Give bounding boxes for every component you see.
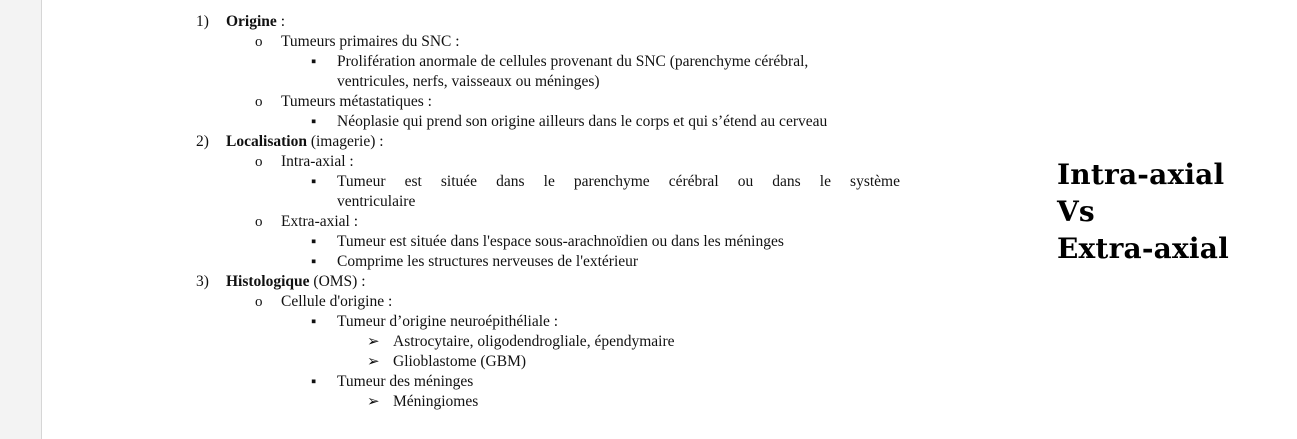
list-item: Astrocytaire, oligodendrogliale, épendymaire bbox=[393, 333, 675, 350]
section-histologique-number: 3) bbox=[196, 273, 209, 290]
side-heading-line1: Intra-axial bbox=[1057, 158, 1225, 191]
section-origine-heading bbox=[226, 12, 285, 32]
list-item: Tumeur est située dans l'espace sous-arachnoïdien ou dans les méninges bbox=[337, 233, 784, 250]
side-heading-line2: Vs bbox=[1057, 195, 1095, 228]
section-origine-number: 1) bbox=[196, 13, 209, 30]
list-item: Cellule d'origine : bbox=[281, 293, 393, 310]
list-item: Méningiomes bbox=[393, 393, 479, 410]
square-bullet-icon: ▪ bbox=[311, 174, 317, 190]
list-item: Néoplasie qui prend son origine ailleurs dans le corps et qui s’étend au cerveau bbox=[337, 113, 828, 130]
list-item: Tumeur est située dans le parenchyme cérébral ou dans le système bbox=[337, 173, 900, 190]
circle-bullet-icon: o bbox=[255, 94, 263, 110]
list-item: Intra-axial : bbox=[281, 153, 354, 170]
section-origine-suffix: : bbox=[276, 13, 285, 30]
list-item-continuation: ventriculaire bbox=[337, 193, 416, 210]
square-bullet-icon: ▪ bbox=[311, 54, 317, 70]
circle-bullet-icon: o bbox=[255, 154, 263, 170]
square-bullet-icon: ▪ bbox=[311, 114, 317, 130]
list-item-continuation: ventricules, nerfs, vaisseaux ou méninges) bbox=[337, 73, 600, 90]
square-bullet-icon: ▪ bbox=[311, 254, 317, 270]
list-item: Tumeurs primaires du SNC : bbox=[281, 33, 460, 50]
square-bullet-icon: ▪ bbox=[311, 314, 317, 330]
section-localisation-title: Localisation bbox=[226, 133, 307, 150]
list-item: Tumeur d’origine neuroépithéliale : bbox=[337, 313, 559, 330]
list-item: Tumeur des méninges bbox=[337, 373, 474, 390]
square-bullet-icon: ▪ bbox=[311, 374, 317, 390]
section-histologique-suffix: (OMS) : bbox=[309, 273, 366, 290]
section-localisation-suffix: (imagerie) : bbox=[306, 133, 384, 150]
list-item: Tumeurs métastatiques : bbox=[281, 93, 432, 110]
section-localisation-heading bbox=[226, 132, 384, 152]
circle-bullet-icon: o bbox=[255, 294, 263, 310]
circle-bullet-icon: o bbox=[255, 214, 263, 230]
arrow-bullet-icon: ➢ bbox=[367, 334, 380, 350]
arrow-bullet-icon: ➢ bbox=[367, 354, 380, 370]
section-histologique-heading bbox=[226, 272, 366, 292]
list-item: Comprime les structures nerveuses de l'extérieur bbox=[337, 253, 639, 270]
arrow-bullet-icon: ➢ bbox=[367, 394, 380, 410]
side-heading-line3: Extra-axial bbox=[1057, 232, 1229, 265]
section-histologique-title: Histologique bbox=[226, 273, 310, 290]
section-origine-title: Origine bbox=[226, 13, 277, 30]
square-bullet-icon: ▪ bbox=[311, 234, 317, 250]
list-item: Extra-axial : bbox=[281, 213, 359, 230]
list-item: Prolifération anormale de cellules provenant du SNC (parenchyme cérébral, bbox=[337, 53, 809, 70]
circle-bullet-icon: o bbox=[255, 34, 263, 50]
list-item: Glioblastome (GBM) bbox=[393, 353, 527, 370]
section-localisation-number: 2) bbox=[196, 133, 209, 150]
side-heading bbox=[1057, 156, 1229, 267]
